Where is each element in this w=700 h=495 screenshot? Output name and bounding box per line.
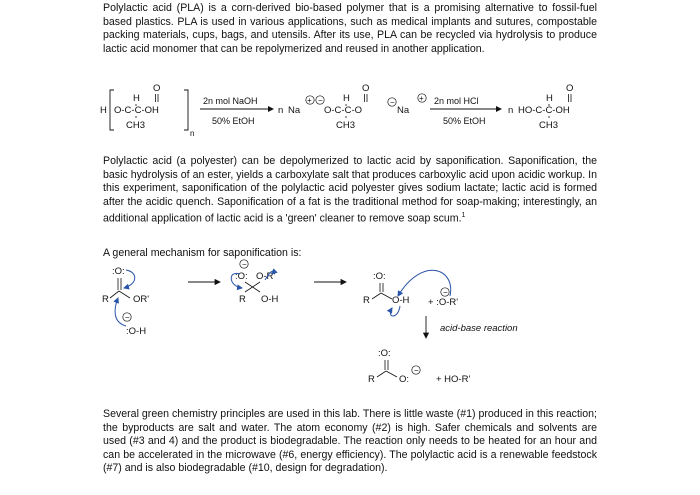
mechanism-heading: A general mechanism for saponification is: [103,247,302,259]
step2-solvent: 50% EtOH [443,116,486,126]
hydroxide-ion: :O-H [126,326,147,337]
salt-carbonyl-o: O [362,83,370,94]
intro-paragraph: Polylactic acid (PLA) is a corn-derived bio-based polymer that is a promising alternative to fossil-fuel based plastics. PLA is used in various applications, such as medical implants and sutures, compostable packing materials, cups, bags, and utensils. After its use, PLA can be recycled via hydrolysis to produce lactic acid monomer that can be repolymerized and reused in another application. [103,2,597,55]
polymer-repeat-n: n [190,129,195,138]
hydroxide-minus-charge: − [125,313,130,322]
carboxylic-acid-and-alkoxide [363,270,458,316]
carboxylate-carbonyl-o: :O: [378,348,391,359]
pla-reaction-scheme [100,78,600,146]
polylactic-acid-structure [100,83,194,138]
intermediate-or-group: O-R' [256,271,276,282]
polymer-chain: O-C-C-OH [114,105,159,116]
sodium-lactate-structure [278,83,426,131]
ester-carbonyl-o: :O: [112,266,125,277]
salt-coefficient: n [278,105,284,116]
polymer-ch3: CH3 [126,120,146,131]
carboxylate-o-minus: O: [399,374,410,385]
polymer-carbonyl-o: O [153,83,161,94]
saponification-paragraph [103,155,597,226]
ester-r-group: R [102,294,109,305]
sodium-plus-charge-right: + [419,94,424,103]
intermediate-r-group: R [239,294,246,305]
saponification-text: Polylactic acid (a polyester) can be depolymerized to lactic acid by saponification. Saponification, the basic hydrolysis of an ester, yields a carboxylate salt that produces carboxylic acid upon acidic workup. In this experiment, saponification of the polylactic acid polyester gives sodium lactate; lactic acid is formed after the acidic quench. Saponification of a fat is the traditional method for soap-making; interestingly, an additional application of lactic acid is a 'green' cleaner to remove soap scum. [103,155,597,225]
lactic-acid-structure [508,83,573,131]
step1-solvent: 50% EtOH [212,116,255,126]
intermediate-oh-group: O-H [261,294,279,305]
alkoxide-ion: + :O-R' [428,297,459,308]
sodium-plus-charge: + [307,96,312,105]
reference-marker: 1 [461,212,466,219]
alkoxide-minus-charge: − [443,288,448,297]
intermediate-minus-charge: − [242,260,247,269]
green-chemistry-paragraph: Several green chemistry principles are used in this lab. There is little waste (#1) produced in this reaction; the byproducts are salt and water. The atom economy (#2) is high. Safer chemicals and solvents are used (#3 and 4) and the product is biodegradable. The reaction only needs to be heated for an hour and can be accelerated in the microwave (#6, energy efficiency). The polylactic acid is a renewable feedstock (#7) and is also biodegradable (#10, design for degradation). [103,408,597,474]
ester-and-hydroxide [102,266,149,337]
acid-carbonyl-o-mech: :O: [373,271,386,282]
intermediate-alkoxide-o: :O: [235,271,248,282]
polymer-h-label: H [133,93,140,104]
acid-ch3: CH3 [539,120,559,131]
step1-reagent: 2n mol NaOH [203,96,258,106]
polymer-terminal-h: H [100,105,107,116]
acid-h-label: H [546,93,553,104]
acid-carbonyl-o: O [566,83,574,94]
oxygen-minus-charge: − [318,96,323,105]
carboxylate-minus-charge-mech: − [414,366,419,375]
reaction-arrow-naoh [200,96,274,126]
salt-sodium-right: Na [397,105,410,116]
acid-chain: HO-C-C-OH [518,105,570,116]
carboxylate-r-group: R [368,374,375,385]
acid-r-group-mech: R [363,295,370,306]
saponification-mechanism [100,258,550,398]
salt-chain: O-C-C-O [324,105,362,116]
salt-h-label: H [343,93,350,104]
carboxylate-minus-charge: − [390,98,395,107]
acid-coefficient: n [508,105,514,116]
carboxylate-and-alcohol [368,348,470,385]
reaction-arrow-hcl [430,96,502,126]
alcohol-product: + HO-R' [436,374,471,385]
acid-base-reaction-label: acid-base reaction [440,323,518,334]
tetrahedral-intermediate [231,260,278,305]
salt-sodium-left: Na [288,105,301,116]
ester-or-group: OR' [133,294,150,305]
step2-reagent: 2n mol HCl [434,96,479,106]
salt-ch3: CH3 [336,120,356,131]
acid-oh-group-mech: O-H [392,295,410,306]
